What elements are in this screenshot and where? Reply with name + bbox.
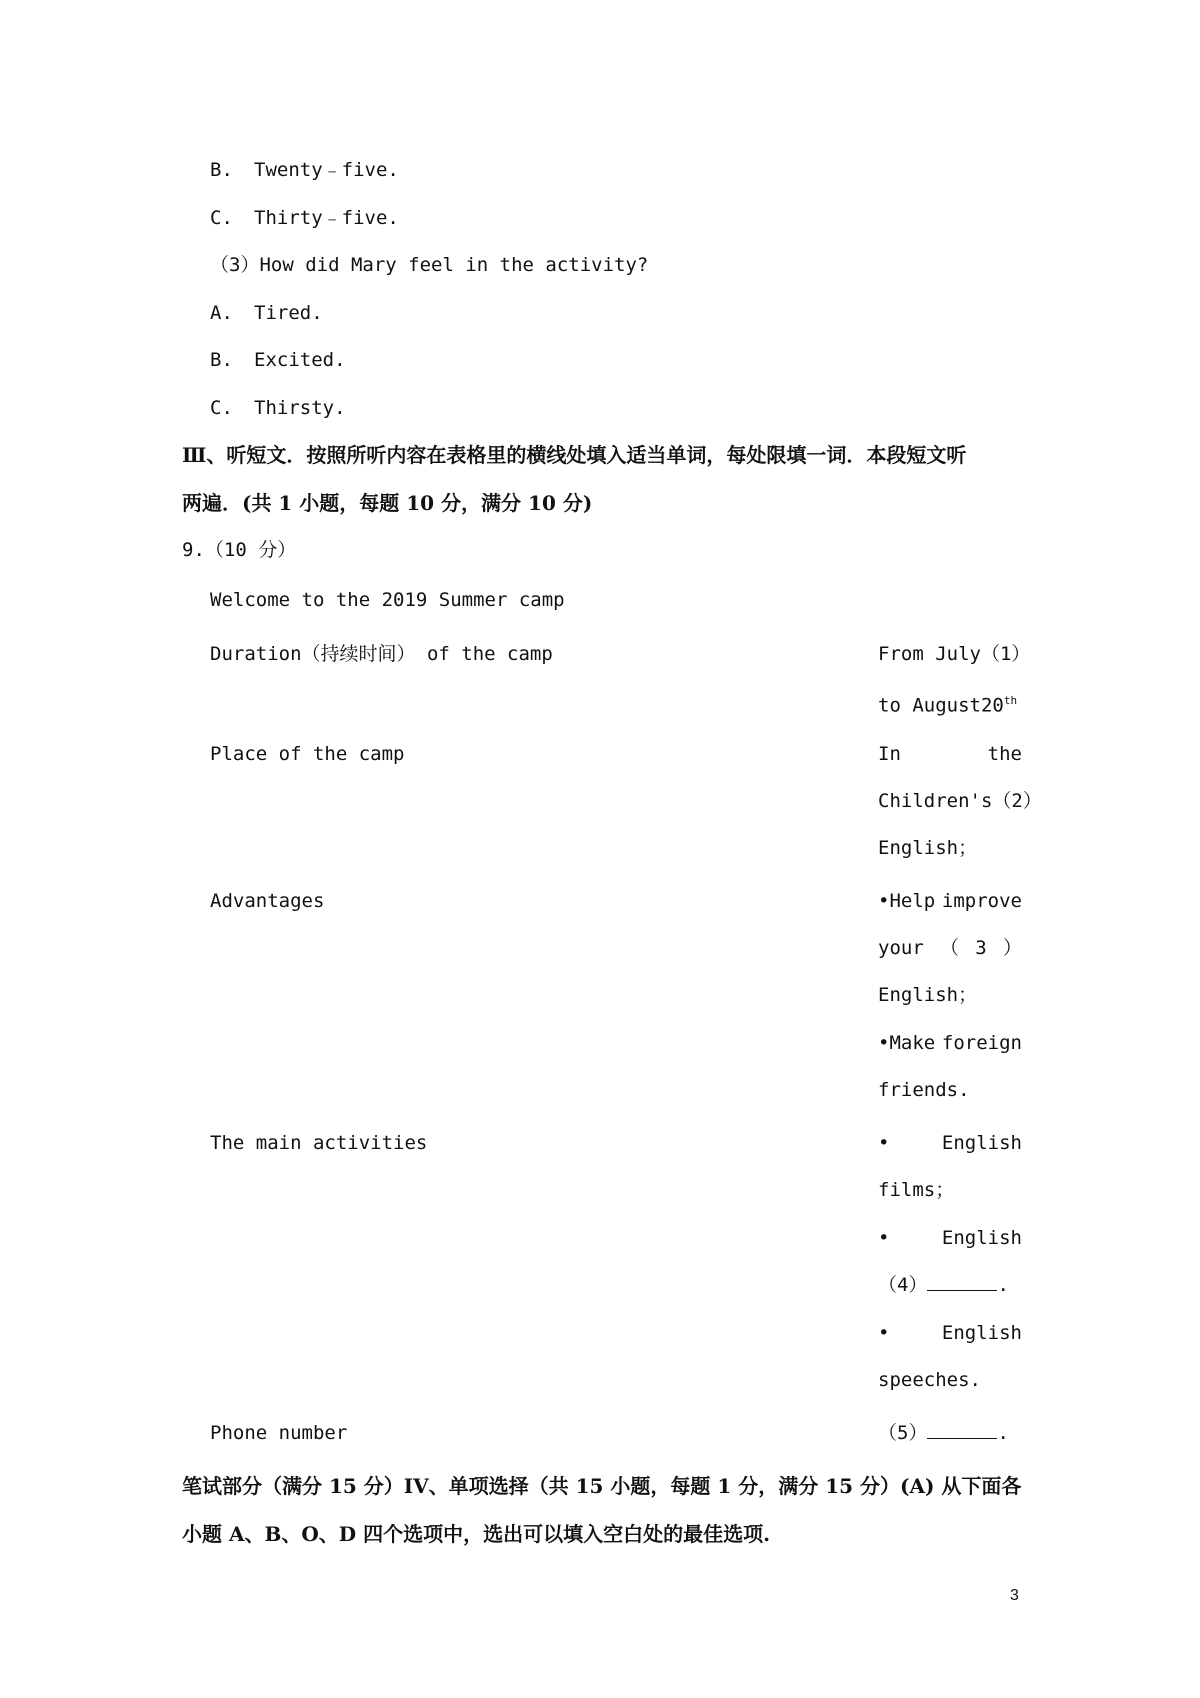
advantages-value-line5: friends. [878,1079,970,1101]
advantages-value-line3: English； [878,984,978,1006]
word: English [941,1227,1022,1249]
option-letter: A. [210,302,233,324]
word: （ [940,937,960,959]
answer-blank-5[interactable] [927,1421,997,1439]
bullet: • [878,1322,890,1344]
bullet: • [878,1227,890,1249]
duration-value-line2 [878,689,1022,717]
word: In [878,743,901,765]
blank-number: （4） [878,1274,928,1296]
question-3: （3）How did Mary feel in the activity? [210,254,649,276]
period: . [997,1274,1009,1296]
word: ） [1002,937,1022,959]
option-letter: C. [210,397,233,419]
place-label: Place of the camp [210,743,405,765]
answer-blank-4[interactable] [927,1273,997,1291]
word: improve [941,890,1022,912]
advantages-label: Advantages [210,890,325,912]
blank-number: （5） [878,1422,928,1444]
activities-value-line5 [878,1321,1022,1345]
section-4-heading-line1: 笔试部分（满分 15 分）IV、单项选择（共 15 小题，每题 1 分，满分 15 分）(A) 从下面各 [182,1474,1022,1498]
activities-label: The main activities [210,1132,428,1154]
page-number: 3 [1010,1587,1019,1604]
phone-value [878,1421,1022,1445]
duration-label: Duration（持续时间） of the camp [210,643,553,665]
section-3-heading-line2: 两遍．(共 1 小题，每题 10 分，满分 10 分) [182,491,593,515]
period: . [997,1422,1009,1444]
word: •Make [878,1032,936,1054]
word: the [987,743,1022,765]
place-value-line1 [878,742,1022,766]
activities-value-line1 [878,1131,1022,1155]
duration-text: to August20 [878,694,1004,717]
section-3-heading-line1: Ⅲ、听短文．按照所听内容在表格里的横线处填入适当单词，每处限填一词．本段短文听 [182,443,967,467]
q3-option-c [210,396,346,420]
word: foreign [941,1032,1022,1054]
option-c [210,206,399,230]
activities-value-line2: films； [878,1179,955,1201]
option-text: Thirsty. [254,397,346,419]
bullet: • [878,1132,890,1154]
activities-value-line4 [878,1273,1022,1297]
table-title: Welcome to the 2019 Summer camp [210,589,565,611]
q3-option-a [210,301,323,325]
option-letter: C. [210,207,233,229]
word: 3 [975,937,987,959]
option-text: Excited. [254,349,346,371]
word: English [941,1322,1022,1344]
phone-label: Phone number [210,1422,348,1444]
place-value-line3: English； [878,837,978,859]
activities-value-line3 [878,1226,1022,1250]
option-text: Thirty﹣five. [254,207,399,229]
advantages-value-line2 [878,936,1022,960]
section-4-heading-line2: 小题 A、B、O、D 四个选项中，选出可以填入空白处的最佳选项. [182,1522,771,1546]
word: •Help [878,890,936,912]
option-b [210,158,399,182]
option-letter: B. [210,159,233,181]
option-text: Twenty﹣five. [254,159,399,181]
advantages-value-line1 [878,889,1022,913]
place-value-line2: Children's（2） [878,790,1042,812]
duration-value-line1: From July（1） [878,643,1031,665]
option-letter: B. [210,349,233,371]
question-9-number: 9.（10 分） [182,539,297,561]
word: your [878,937,924,959]
q3-option-b [210,348,346,372]
advantages-value-line4 [878,1031,1022,1055]
word: English [941,1132,1022,1154]
duration-superscript: th [1003,694,1018,707]
activities-value-line6: speeches. [878,1369,981,1391]
option-text: Tired. [254,302,323,324]
